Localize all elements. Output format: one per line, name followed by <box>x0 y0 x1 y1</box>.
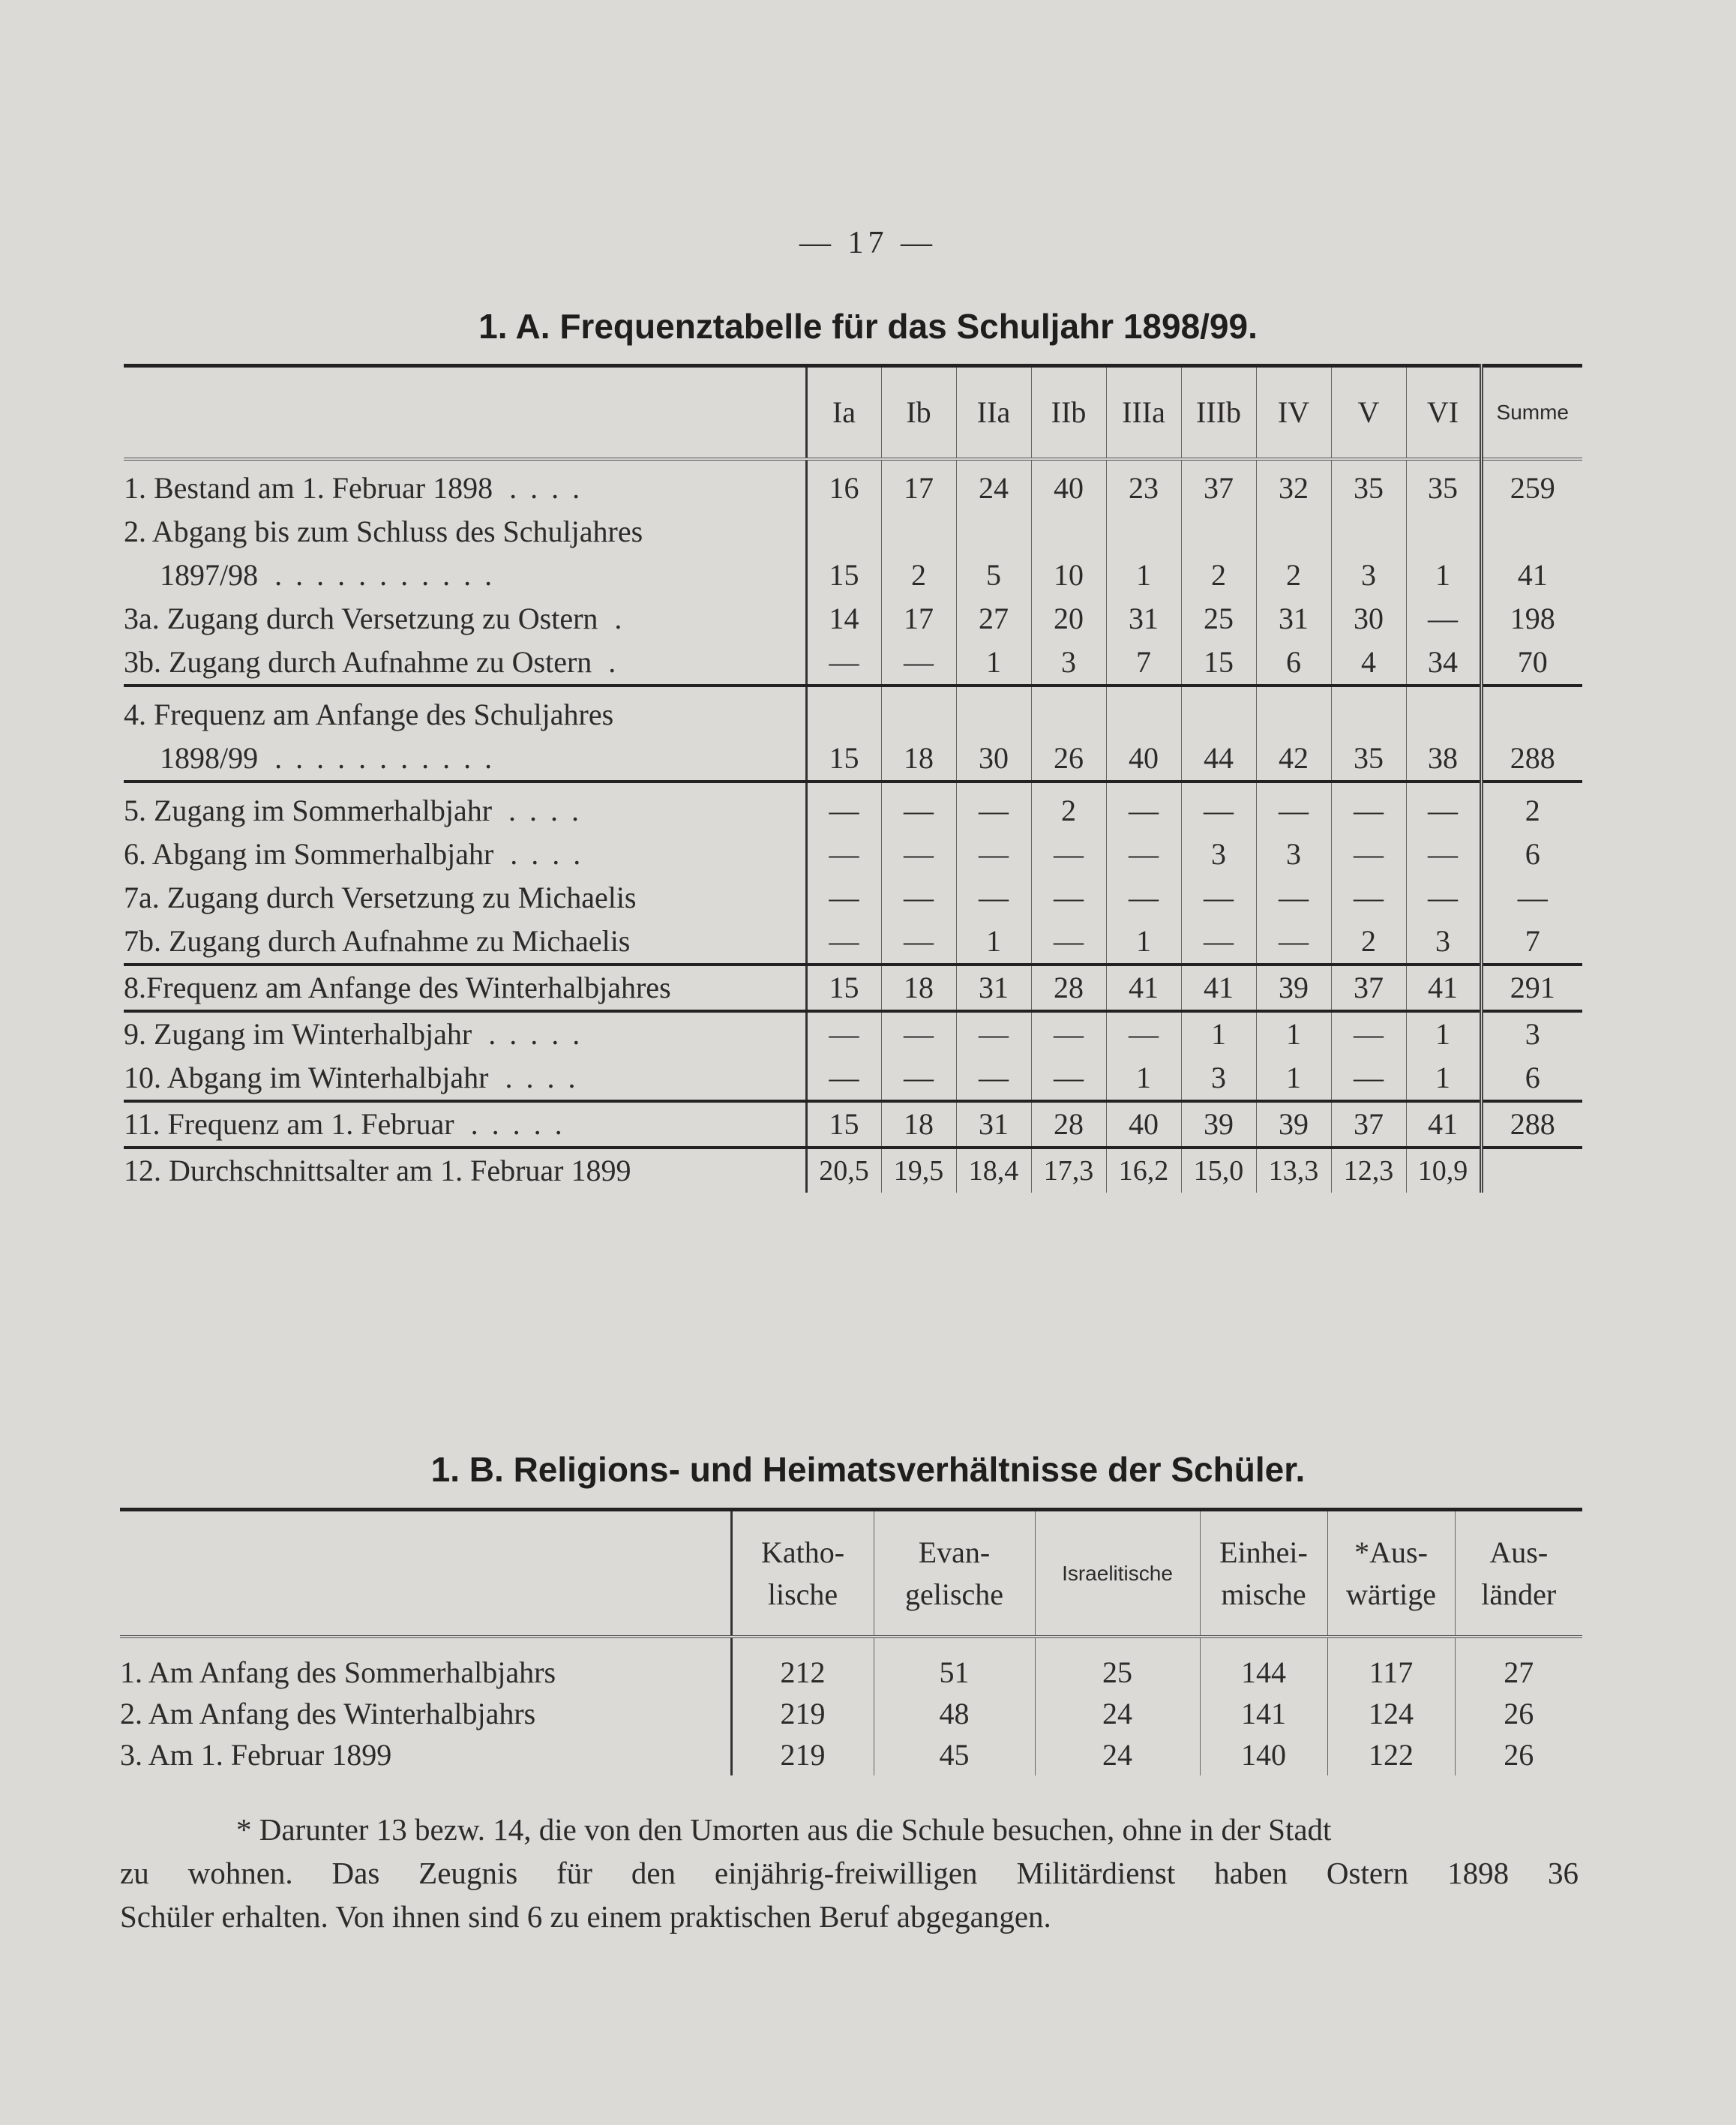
value-cell: 18 <box>881 965 956 1011</box>
sum-cell: 288 <box>1481 1101 1582 1148</box>
value-cell: 10 <box>1031 554 1106 597</box>
value-cell: 20,5 <box>806 1148 881 1193</box>
leader-dots: ........... <box>274 558 506 592</box>
value-cell: — <box>1406 782 1481 833</box>
value-cell: 24 <box>1035 1734 1200 1775</box>
value-cell: 39 <box>1256 965 1331 1011</box>
header-empty-cell <box>120 1510 731 1637</box>
value-cell: — <box>1331 833 1406 876</box>
sum-cell <box>1481 686 1582 737</box>
value-cell: 41 <box>1181 965 1256 1011</box>
row-label <box>124 965 806 1011</box>
value-cell <box>956 686 1031 737</box>
value-cell: 19,5 <box>881 1148 956 1193</box>
value-cell: 26 <box>1031 737 1106 782</box>
value-cell: — <box>806 876 881 920</box>
value-cell: — <box>956 833 1031 876</box>
value-cell: 32 <box>1256 459 1331 510</box>
leader-dots: ........... <box>274 741 506 775</box>
value-cell: — <box>1106 782 1181 833</box>
value-cell: 1 <box>1106 920 1181 965</box>
value-cell: — <box>956 782 1031 833</box>
page-number: — 17 — <box>799 226 937 260</box>
religion-table <box>120 1508 1582 1775</box>
value-cell: 2 <box>1181 554 1256 597</box>
table-row <box>124 1101 1582 1148</box>
row-label <box>124 1011 806 1056</box>
value-cell: — <box>806 1056 881 1101</box>
table-row <box>124 1148 1582 1193</box>
leader-dots: ..... <box>470 1107 576 1141</box>
value-cell: — <box>881 920 956 965</box>
value-cell: — <box>806 782 881 833</box>
value-cell: 4 <box>1331 641 1406 686</box>
column-header-line1: Aus- <box>1489 1535 1549 1569</box>
leader-dots: .... <box>510 837 595 871</box>
column-header-line1: Israelitische <box>1062 1561 1173 1585</box>
table-b-title: 1. B. Religions- und Heimatsverhältnisse der Schüler. <box>430 1450 1306 1489</box>
value-cell: 16 <box>806 459 881 510</box>
footnote-line-2: zu wohnen. Das Zeugnis für den einjährig-freiwilligen Militärdienst haben Ostern 1898 36 <box>120 1856 1579 1890</box>
value-cell: — <box>956 876 1031 920</box>
value-cell: 1 <box>956 920 1031 965</box>
value-cell: 17,3 <box>1031 1148 1106 1193</box>
value-cell: 30 <box>956 737 1031 782</box>
column-header: VI <box>1406 366 1481 460</box>
value-cell: 40 <box>1106 1101 1181 1148</box>
table-header-row <box>124 366 1582 460</box>
value-cell: 144 <box>1200 1637 1327 1693</box>
value-cell: 12,3 <box>1331 1148 1406 1193</box>
value-cell: 212 <box>731 1637 874 1693</box>
value-cell: 10,9 <box>1406 1148 1481 1193</box>
value-cell: 18 <box>881 737 956 782</box>
value-cell: — <box>1031 920 1106 965</box>
row-label <box>124 876 806 920</box>
leader-dots: . <box>614 602 636 635</box>
value-cell: 1 <box>1106 554 1181 597</box>
row-label-text: 8.Frequenz am Anfange des Winterhalbjahres <box>124 971 671 1004</box>
value-cell: 37 <box>1331 1101 1406 1148</box>
table-row <box>124 920 1582 965</box>
value-cell: 27 <box>956 597 1031 641</box>
sum-cell: 259 <box>1510 471 1555 505</box>
value-cell <box>1406 510 1481 554</box>
value-cell: 14 <box>806 597 881 641</box>
value-cell: — <box>881 1011 956 1056</box>
sum-cell: 6 <box>1525 1061 1540 1094</box>
value-cell: 35 <box>1331 737 1406 782</box>
row-label <box>124 554 806 597</box>
value-cell: — <box>881 833 956 876</box>
value-cell: 3 <box>1181 1056 1256 1101</box>
sum-cell: 198 <box>1510 602 1555 635</box>
row-label: 2. Am Anfang des Winterhalbjahrs <box>120 1693 731 1734</box>
value-cell: 31 <box>1256 597 1331 641</box>
value-cell: 44 <box>1181 737 1256 782</box>
sum-cell: 7 <box>1525 924 1540 958</box>
column-header-line1: *Aus- <box>1354 1535 1428 1569</box>
value-cell <box>1031 686 1106 737</box>
value-cell: 30 <box>1331 597 1406 641</box>
value-cell: 45 <box>874 1734 1035 1775</box>
value-cell: 15,0 <box>1181 1148 1256 1193</box>
value-cell: 15 <box>806 965 881 1011</box>
value-cell: — <box>806 641 881 686</box>
column-header: IIIb <box>1181 366 1256 460</box>
sum-cell: — <box>1517 881 1548 914</box>
value-cell: 26 <box>1504 1738 1534 1772</box>
column-header-line1: Evan- <box>918 1535 991 1569</box>
value-cell <box>806 686 881 737</box>
leader-dots: ..... <box>488 1017 594 1051</box>
value-cell: — <box>956 1011 1031 1056</box>
column-header <box>1035 1510 1200 1637</box>
value-cell: — <box>1031 1011 1106 1056</box>
value-cell: 3 <box>1256 833 1331 876</box>
value-cell: 39 <box>1256 1101 1331 1148</box>
value-cell: 18 <box>881 1101 956 1148</box>
table-row <box>120 1693 1582 1734</box>
value-cell: 1 <box>1406 1011 1481 1056</box>
value-cell: 15 <box>806 554 881 597</box>
value-cell <box>1331 510 1406 554</box>
value-cell: — <box>1331 1056 1406 1101</box>
value-cell: 48 <box>874 1693 1035 1734</box>
leader-dots: . <box>608 645 630 679</box>
column-header: Ib <box>881 366 956 460</box>
sum-cell: 41 <box>1517 558 1548 592</box>
value-cell: 42 <box>1256 737 1331 782</box>
table-header-row <box>120 1510 1582 1637</box>
table-row <box>124 510 1582 554</box>
value-cell <box>1256 686 1331 737</box>
value-cell: 41 <box>1106 965 1181 1011</box>
value-cell: 37 <box>1181 459 1256 510</box>
row-label <box>124 920 806 965</box>
row-label-text: 5. Zugang im Sommerhalbjahr <box>124 794 493 827</box>
value-cell: — <box>881 641 956 686</box>
value-cell: 31 <box>956 965 1031 1011</box>
row-label-text: 4. Frequenz am Anfange des Schuljahres <box>124 698 614 731</box>
table-row <box>124 965 1582 1011</box>
row-label <box>124 782 806 833</box>
value-cell: — <box>1406 833 1481 876</box>
value-cell: — <box>881 782 956 833</box>
value-cell: 51 <box>874 1637 1035 1693</box>
value-cell: 2 <box>1031 782 1106 833</box>
row-label <box>124 459 806 510</box>
value-cell: 25 <box>1035 1637 1200 1693</box>
table-row <box>124 833 1582 876</box>
value-cell: 40 <box>1106 737 1181 782</box>
value-cell: 24 <box>1035 1693 1200 1734</box>
value-cell: — <box>1256 876 1331 920</box>
column-header: IV <box>1256 366 1331 460</box>
value-cell: 34 <box>1406 641 1481 686</box>
row-label-text: 7b. Zugang durch Aufnahme zu Michaelis <box>124 924 631 958</box>
value-cell: 2 <box>881 554 956 597</box>
value-cell: 41 <box>1406 1101 1481 1148</box>
table-row <box>120 1734 1582 1775</box>
value-cell: — <box>1256 920 1331 965</box>
row-label <box>124 833 806 876</box>
column-header: V <box>1331 366 1406 460</box>
value-cell: 219 <box>731 1734 874 1775</box>
row-label <box>124 510 806 554</box>
column-header: IIIa <box>1106 366 1181 460</box>
footnote <box>120 1808 1579 1938</box>
row-label-text: 3a. Zugang durch Versetzung zu Ostern <box>124 602 598 635</box>
value-cell: 31 <box>1106 597 1181 641</box>
value-cell: 17 <box>881 459 956 510</box>
column-header-line2: länder <box>1481 1577 1557 1611</box>
value-cell: — <box>1181 782 1256 833</box>
value-cell <box>881 510 956 554</box>
leader-dots: .... <box>505 1061 589 1094</box>
value-cell: 1 <box>1256 1056 1331 1101</box>
row-label-text: 1. Bestand am 1. Februar 1898 <box>124 471 493 505</box>
row-label <box>124 1056 806 1101</box>
sum-cell: 70 <box>1517 645 1548 679</box>
value-cell: 15 <box>1181 641 1256 686</box>
value-cell: 1 <box>956 641 1031 686</box>
column-header: Ia <box>806 366 881 460</box>
column-header <box>1327 1510 1455 1637</box>
value-cell: 219 <box>731 1693 874 1734</box>
table-row <box>124 459 1582 510</box>
value-cell <box>1256 510 1331 554</box>
row-label-text: 10. Abgang im Winterhalbjahr <box>124 1061 489 1094</box>
column-header-line2: gelische <box>904 1577 1004 1611</box>
value-cell: 20 <box>1031 597 1106 641</box>
value-cell: — <box>1256 782 1331 833</box>
leader-dots: .... <box>508 794 593 827</box>
row-label-text: 12. Durchschnittsalter am 1. Februar 1899 <box>124 1154 631 1187</box>
value-cell: 41 <box>1406 965 1481 1011</box>
value-cell: — <box>1181 920 1256 965</box>
value-cell: — <box>1031 876 1106 920</box>
row-label <box>124 1148 806 1193</box>
column-header-line2: mische <box>1221 1577 1306 1611</box>
value-cell: 13,3 <box>1256 1148 1331 1193</box>
value-cell <box>956 510 1031 554</box>
value-cell <box>1331 686 1406 737</box>
value-cell: — <box>1181 876 1256 920</box>
value-cell: 27 <box>1504 1655 1534 1689</box>
value-cell: — <box>1406 597 1481 641</box>
value-cell: 28 <box>1031 965 1106 1011</box>
column-header <box>731 1510 874 1637</box>
value-cell: — <box>1331 1011 1406 1056</box>
table-row <box>124 737 1582 782</box>
value-cell: 124 <box>1327 1693 1455 1734</box>
row-label-text: 1898/99 <box>160 741 259 775</box>
value-cell: 1 <box>1406 554 1481 597</box>
header-empty-cell <box>124 366 806 460</box>
value-cell: 35 <box>1331 459 1406 510</box>
row-label: 3. Am 1. Februar 1899 <box>120 1734 731 1775</box>
column-header-line1: Katho- <box>760 1535 845 1569</box>
row-label <box>124 1101 806 1148</box>
value-cell: — <box>1031 1056 1106 1101</box>
sum-cell: 288 <box>1510 741 1555 775</box>
table-row <box>120 1637 1582 1693</box>
value-cell: — <box>1106 1011 1181 1056</box>
value-cell: 18,4 <box>956 1148 1031 1193</box>
value-cell: 38 <box>1406 737 1481 782</box>
sum-cell: 291 <box>1481 965 1582 1011</box>
value-cell: 25 <box>1181 597 1256 641</box>
value-cell <box>881 686 956 737</box>
value-cell: 23 <box>1106 459 1181 510</box>
column-header <box>874 1510 1035 1637</box>
sum-cell <box>1481 1148 1582 1193</box>
table-row <box>124 782 1582 833</box>
value-cell <box>1181 510 1256 554</box>
value-cell: 3 <box>1406 920 1481 965</box>
value-cell: 26 <box>1504 1697 1534 1730</box>
column-header <box>1455 1510 1582 1637</box>
value-cell: 2 <box>1331 920 1406 965</box>
table-row <box>124 597 1582 641</box>
row-label-text: 1897/98 <box>160 558 259 592</box>
frequency-table <box>124 364 1582 1193</box>
value-cell <box>1106 686 1181 737</box>
value-cell: 31 <box>956 1101 1031 1148</box>
value-cell: 122 <box>1327 1734 1455 1775</box>
value-cell: 37 <box>1331 965 1406 1011</box>
value-cell: 15 <box>806 737 881 782</box>
column-header-line2: lische <box>767 1577 838 1611</box>
value-cell: 140 <box>1200 1734 1327 1775</box>
column-header: Summe <box>1481 366 1582 460</box>
value-cell: 7 <box>1106 641 1181 686</box>
sum-cell: 2 <box>1481 782 1582 833</box>
table-row <box>124 554 1582 597</box>
value-cell: — <box>806 833 881 876</box>
row-label <box>124 597 806 641</box>
sum-cell <box>1481 510 1582 554</box>
column-header-line1: Einhei- <box>1219 1535 1308 1569</box>
value-cell: — <box>806 1011 881 1056</box>
row-label <box>124 686 806 737</box>
value-cell: 117 <box>1327 1637 1455 1693</box>
row-label <box>124 641 806 686</box>
value-cell: 39 <box>1181 1101 1256 1148</box>
value-cell: — <box>1406 876 1481 920</box>
column-header-line2: wärtige <box>1346 1577 1436 1611</box>
value-cell: 1 <box>1106 1056 1181 1101</box>
footnote-line-3: Schüler erhalten. Von ihnen sind 6 zu einem praktischen Beruf abgegangen. <box>120 1899 1051 1934</box>
row-label-text: 9. Zugang im Winterhalbjahr <box>124 1017 472 1051</box>
column-header: IIb <box>1031 366 1106 460</box>
value-cell: 3 <box>1181 833 1256 876</box>
row-label-text: 2. Abgang bis zum Schluss des Schuljahres <box>124 515 643 548</box>
row-label-text: 6. Abgang im Sommerhalbjahr <box>124 837 494 871</box>
value-cell <box>1406 686 1481 737</box>
value-cell: 6 <box>1256 641 1331 686</box>
value-cell: 16,2 <box>1106 1148 1181 1193</box>
value-cell: — <box>806 920 881 965</box>
row-label-text: 7a. Zugang durch Versetzung zu Michaelis <box>124 881 637 914</box>
row-label-text: 3b. Zugang durch Aufnahme zu Ostern <box>124 645 592 679</box>
value-cell: 3 <box>1031 641 1106 686</box>
value-cell: 17 <box>881 597 956 641</box>
value-cell <box>806 510 881 554</box>
leader-dots: .... <box>509 471 594 505</box>
value-cell: — <box>1331 876 1406 920</box>
footnote-line-1: * Darunter 13 bezw. 14, die von den Umorten aus die Schule besuchen, ohne in der Stadt <box>236 1812 1332 1847</box>
table-row <box>124 686 1582 737</box>
table-row <box>124 876 1582 920</box>
row-label-text: 11. Frequenz am 1. Februar <box>124 1107 454 1141</box>
table-row <box>124 641 1582 686</box>
value-cell: 28 <box>1031 1101 1106 1148</box>
table-a-title: 1. A. Frequenztabelle für das Schuljahr 1898/99. <box>478 307 1258 346</box>
value-cell: — <box>1031 833 1106 876</box>
value-cell: — <box>1106 876 1181 920</box>
sum-cell: 6 <box>1525 837 1540 871</box>
table-row <box>124 1011 1582 1056</box>
value-cell <box>1181 686 1256 737</box>
value-cell: 5 <box>956 554 1031 597</box>
column-header <box>1200 1510 1327 1637</box>
sum-cell: 3 <box>1481 1011 1582 1056</box>
value-cell: 1 <box>1181 1011 1256 1056</box>
value-cell: 3 <box>1331 554 1406 597</box>
value-cell: 35 <box>1406 459 1481 510</box>
value-cell: — <box>1106 833 1181 876</box>
row-label: 1. Am Anfang des Sommerhalbjahrs <box>120 1637 731 1693</box>
value-cell: 40 <box>1031 459 1106 510</box>
row-label <box>124 737 806 782</box>
value-cell: — <box>881 876 956 920</box>
column-header: IIa <box>956 366 1031 460</box>
value-cell: 15 <box>806 1101 881 1148</box>
value-cell: 141 <box>1200 1693 1327 1734</box>
value-cell: 1 <box>1406 1056 1481 1101</box>
value-cell: 24 <box>956 459 1031 510</box>
value-cell: 2 <box>1256 554 1331 597</box>
value-cell <box>1031 510 1106 554</box>
value-cell: — <box>881 1056 956 1101</box>
value-cell <box>1106 510 1181 554</box>
table-row <box>124 1056 1582 1101</box>
value-cell: 1 <box>1256 1011 1331 1056</box>
value-cell: — <box>1331 782 1406 833</box>
value-cell: — <box>956 1056 1031 1101</box>
